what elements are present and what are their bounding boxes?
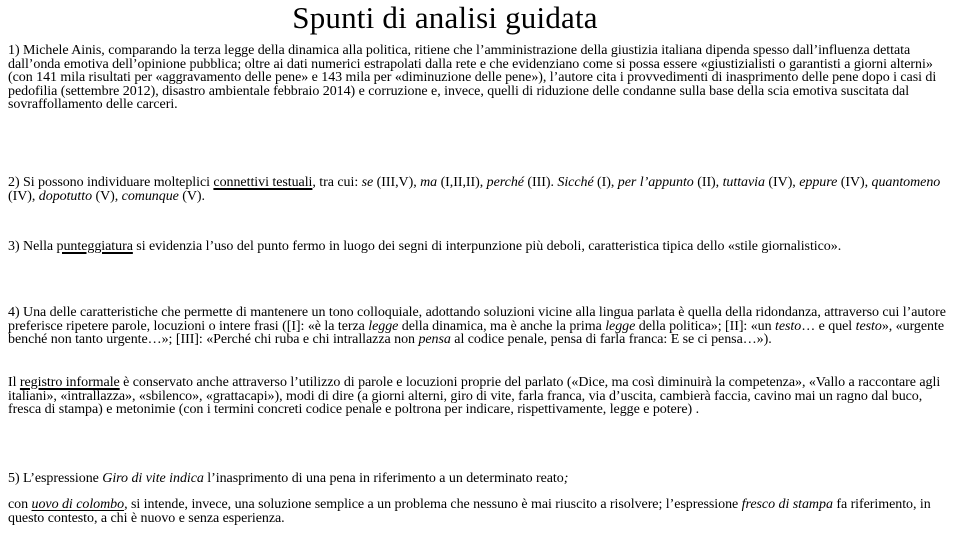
- p2-ref: (V).: [178, 188, 205, 204]
- connective-sicche: Sicché: [557, 175, 594, 190]
- p6-italic-giro-di-vite: Giro di vite indica: [102, 471, 204, 486]
- p7-text-a: con: [8, 497, 32, 512]
- p6-italic-semicolon: ;: [563, 471, 569, 486]
- paragraph-1: [8, 44, 954, 112]
- p4-text-b: della dinamica, ma è anche la prima: [398, 318, 606, 334]
- p7-text-b: , si intende, invece, una soluzione semplice a un problema che nessuno è mai riuscito a risolvere; l’espressione: [124, 497, 742, 512]
- underlined-term-registro: registro informale: [19, 375, 120, 390]
- connective-perche: perché: [486, 175, 524, 190]
- p2-ref: (IV),: [8, 188, 39, 204]
- connective-per-lappunto: per l’appunto: [617, 175, 694, 190]
- p5-text-a: Il: [8, 375, 20, 390]
- underlined-term-punteggiatura: punteggiatura: [56, 239, 133, 254]
- connective-quantomeno: quantomeno: [871, 175, 941, 190]
- connective-ma: ma: [420, 175, 438, 190]
- p6-text-b: l’inasprimento di una pena in riferimento a un determinato reato: [203, 471, 564, 486]
- connective-eppure: eppure: [799, 175, 838, 190]
- p2-ref: (V),: [92, 188, 122, 204]
- p2-ref: (IV),: [837, 175, 872, 190]
- paragraph-4: [8, 306, 954, 347]
- p2-ref: (I,II,II),: [437, 175, 487, 190]
- p2-text-a: 2) Si possono individuare molteplici: [8, 175, 214, 190]
- p5-text-b: è conservato anche attraverso l’utilizzo di parole e locuzioni proprie del parlato («Dice, ma così diminuirà la competenza», «Vallo a raccontare agli italiani», «intrallazza», «sbilenco», «grattacapi»), modi di dire (a giorni alterni, giro di vite, farla franca, via d’uscita, cambierà faccia, cavino mai un ragno dal buco, fresca di stampa) e metonimie (con i termini concreti codice penale e poltrona per indicare, rispettivamente, legge e potere) .: [8, 375, 941, 418]
- p2-ref: (III).: [523, 175, 558, 190]
- p4-italic-testo: testo: [775, 318, 802, 334]
- p7-italic-uovo-di-colombo: uovo di colombo: [31, 497, 125, 512]
- connective-se: se: [361, 175, 374, 190]
- p4-italic-legge: legge: [368, 318, 399, 334]
- page-title: Spunti di analisi guidata: [292, 0, 598, 35]
- paragraph-2: [8, 176, 954, 203]
- p2-ref: (III,V),: [373, 175, 421, 190]
- p2-ref: (IV),: [764, 175, 800, 190]
- p3-text-a: 3) Nella: [8, 239, 57, 254]
- paragraph-6: [8, 472, 954, 486]
- p4-text-f: al codice penale, pensa di farla franca: E se ci pensa…»).: [450, 332, 772, 348]
- p4-italic-legge: legge: [605, 318, 636, 334]
- p4-text-e: », «urgente benché non tanto urgente…»; [III]: «Perché chi ruba e chi intrallazza non: [8, 318, 944, 348]
- underlined-term-connettivi: connettivi testuali: [213, 175, 313, 190]
- p7-italic-fresco-di-stampa: fresco di stampa: [741, 497, 833, 512]
- p2-text-b: , tra cui:: [312, 175, 362, 190]
- paragraph-5: [8, 376, 954, 417]
- p4-text-a: 4) Una delle caratteristiche che permette di mantenere un tono colloquiale, adottando soluzioni vicine alla lingua parlata è quella della ridondanza, attraverso cui l’autore preferisce ripetere parole, locuzioni o intere frasi ([I]: «è la terza: [8, 305, 946, 334]
- paragraph-3: [8, 240, 954, 254]
- paragraph-1-text: 1) Michele Ainis, comparando la terza legge della dinamica alla politica, ritiene che l’amministrazione della giustizia italiana dipenda spesso dall’influenza dettata dall’onda emotiva dell’opinione pubblica; oltre ai dati numerici estrapolati dalla rete e che evidenziano come si possa essere «giustizialisti o garantisti a giorni alterni» (con 141 mila risultati per «aggravamento delle pene» e 143 mila per «diminuzione delle pene»), l’autore cita i provvedimenti di inasprimento delle pene dopo i casi di pedofilia (settembre 2012), disastro ambientale febbraio 2014) e corruzione e, invece, quelli di riduzione delle condanne sulla base della scia emotiva suscitata dal sovraffollamento delle carceri.: [8, 43, 937, 113]
- paragraph-7: [8, 498, 954, 525]
- connective-comunque: comunque: [121, 188, 179, 204]
- p4-text-c: della politica»; [II]: «un: [635, 318, 776, 334]
- p4-text-d: … e quel: [801, 318, 856, 334]
- connective-dopotutto: dopotutto: [38, 188, 93, 204]
- p4-italic-testo: testo: [855, 318, 882, 334]
- p3-text-b: si evidenzia l’uso del punto fermo in luogo dei segni di interpunzione più deboli, caratteristica tipica dello «stile giornalistico».: [132, 239, 842, 254]
- p4-italic-pensa: pensa: [418, 332, 451, 348]
- p2-ref: (II),: [693, 175, 723, 190]
- p6-text-a: 5) L’espressione: [8, 471, 103, 486]
- p2-ref: (I),: [593, 175, 618, 190]
- connective-tuttavia: tuttavia: [722, 175, 765, 190]
- p7-text-c: fa riferimento, in questo contesto, a chi è nuovo e senza esperienza.: [8, 497, 931, 526]
